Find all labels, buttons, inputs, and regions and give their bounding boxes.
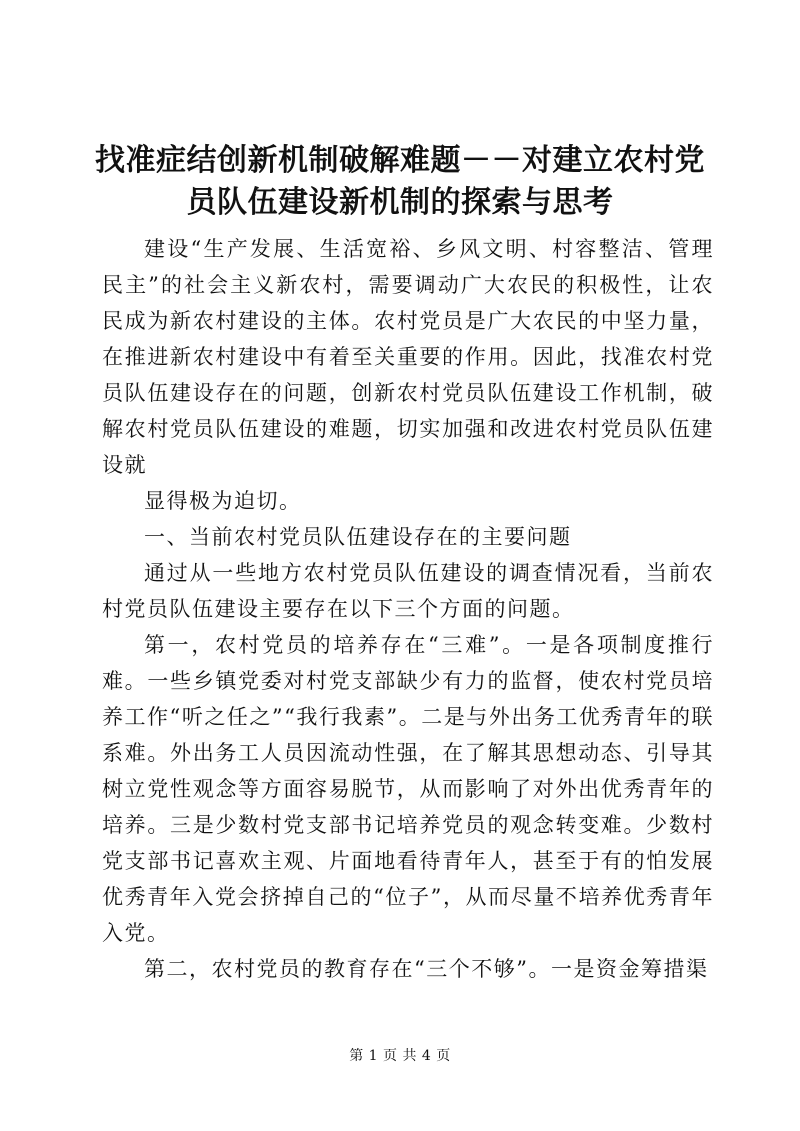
document-title bbox=[90, 140, 710, 224]
section-heading: 一、当前农村党员队伍建设存在的主要问题 bbox=[144, 525, 572, 549]
paragraph-intro: 建设“生产发展、生活宽裕、乡风文明、村容整洁、管理民主”的社会主义新农村，需要调动广大农民的积极性，让农民成为新农村建设的主体。农村党员是广大农民的中坚力量，在推进新农村建设中有着至关重要的作用。因此，找准农村党员队伍建设存在的问题，创新农村党员队伍建设工作机制，破解农村党员队伍建设的难题，切实加强和改进农村党员队伍建设就 bbox=[102, 237, 714, 477]
document-body bbox=[102, 231, 714, 987]
page-footer: 第 1 页 共 4 页 bbox=[349, 1048, 451, 1064]
paragraph-first-issue: 第一，农村党员的培养存在“三难”。一是各项制度推行难。一些乡镇党委对村党支部缺少有力的监督，使农村党员培养工作“听之任之”“我行我素”。二是与外出务工优秀青年的联系难。外出务工人员因流动性强，在了解其思想动态、引导其树立党性观念等方面容易脱节，从而影响了对外出优秀青年的培养。三是少数村党支部书记培养党员的观念转变难。少数村党支部书记喜欢主观、片面地看待青年人，甚至于有的怕发展优秀青年入党会挤掉自己的“位子”，从而尽量不培养优秀青年入党。 bbox=[102, 633, 714, 945]
title-line-2: 员队伍建设新机制的探索与思考 bbox=[186, 185, 614, 220]
title-line-1: 找准症结创新机制破解难题－－对建立农村党 bbox=[95, 143, 705, 178]
paragraph-second-issue: 第二，农村党员的教育存在“三个不够”。一是资金筹措渠 bbox=[144, 957, 709, 981]
paragraph-intro-continued: 显得极为迫切。 bbox=[144, 489, 302, 513]
paragraph-survey: 通过从一些地方农村党员队伍建设的调查情况看，当前农村党员队伍建设主要存在以下三个方面的问题。 bbox=[102, 561, 714, 621]
